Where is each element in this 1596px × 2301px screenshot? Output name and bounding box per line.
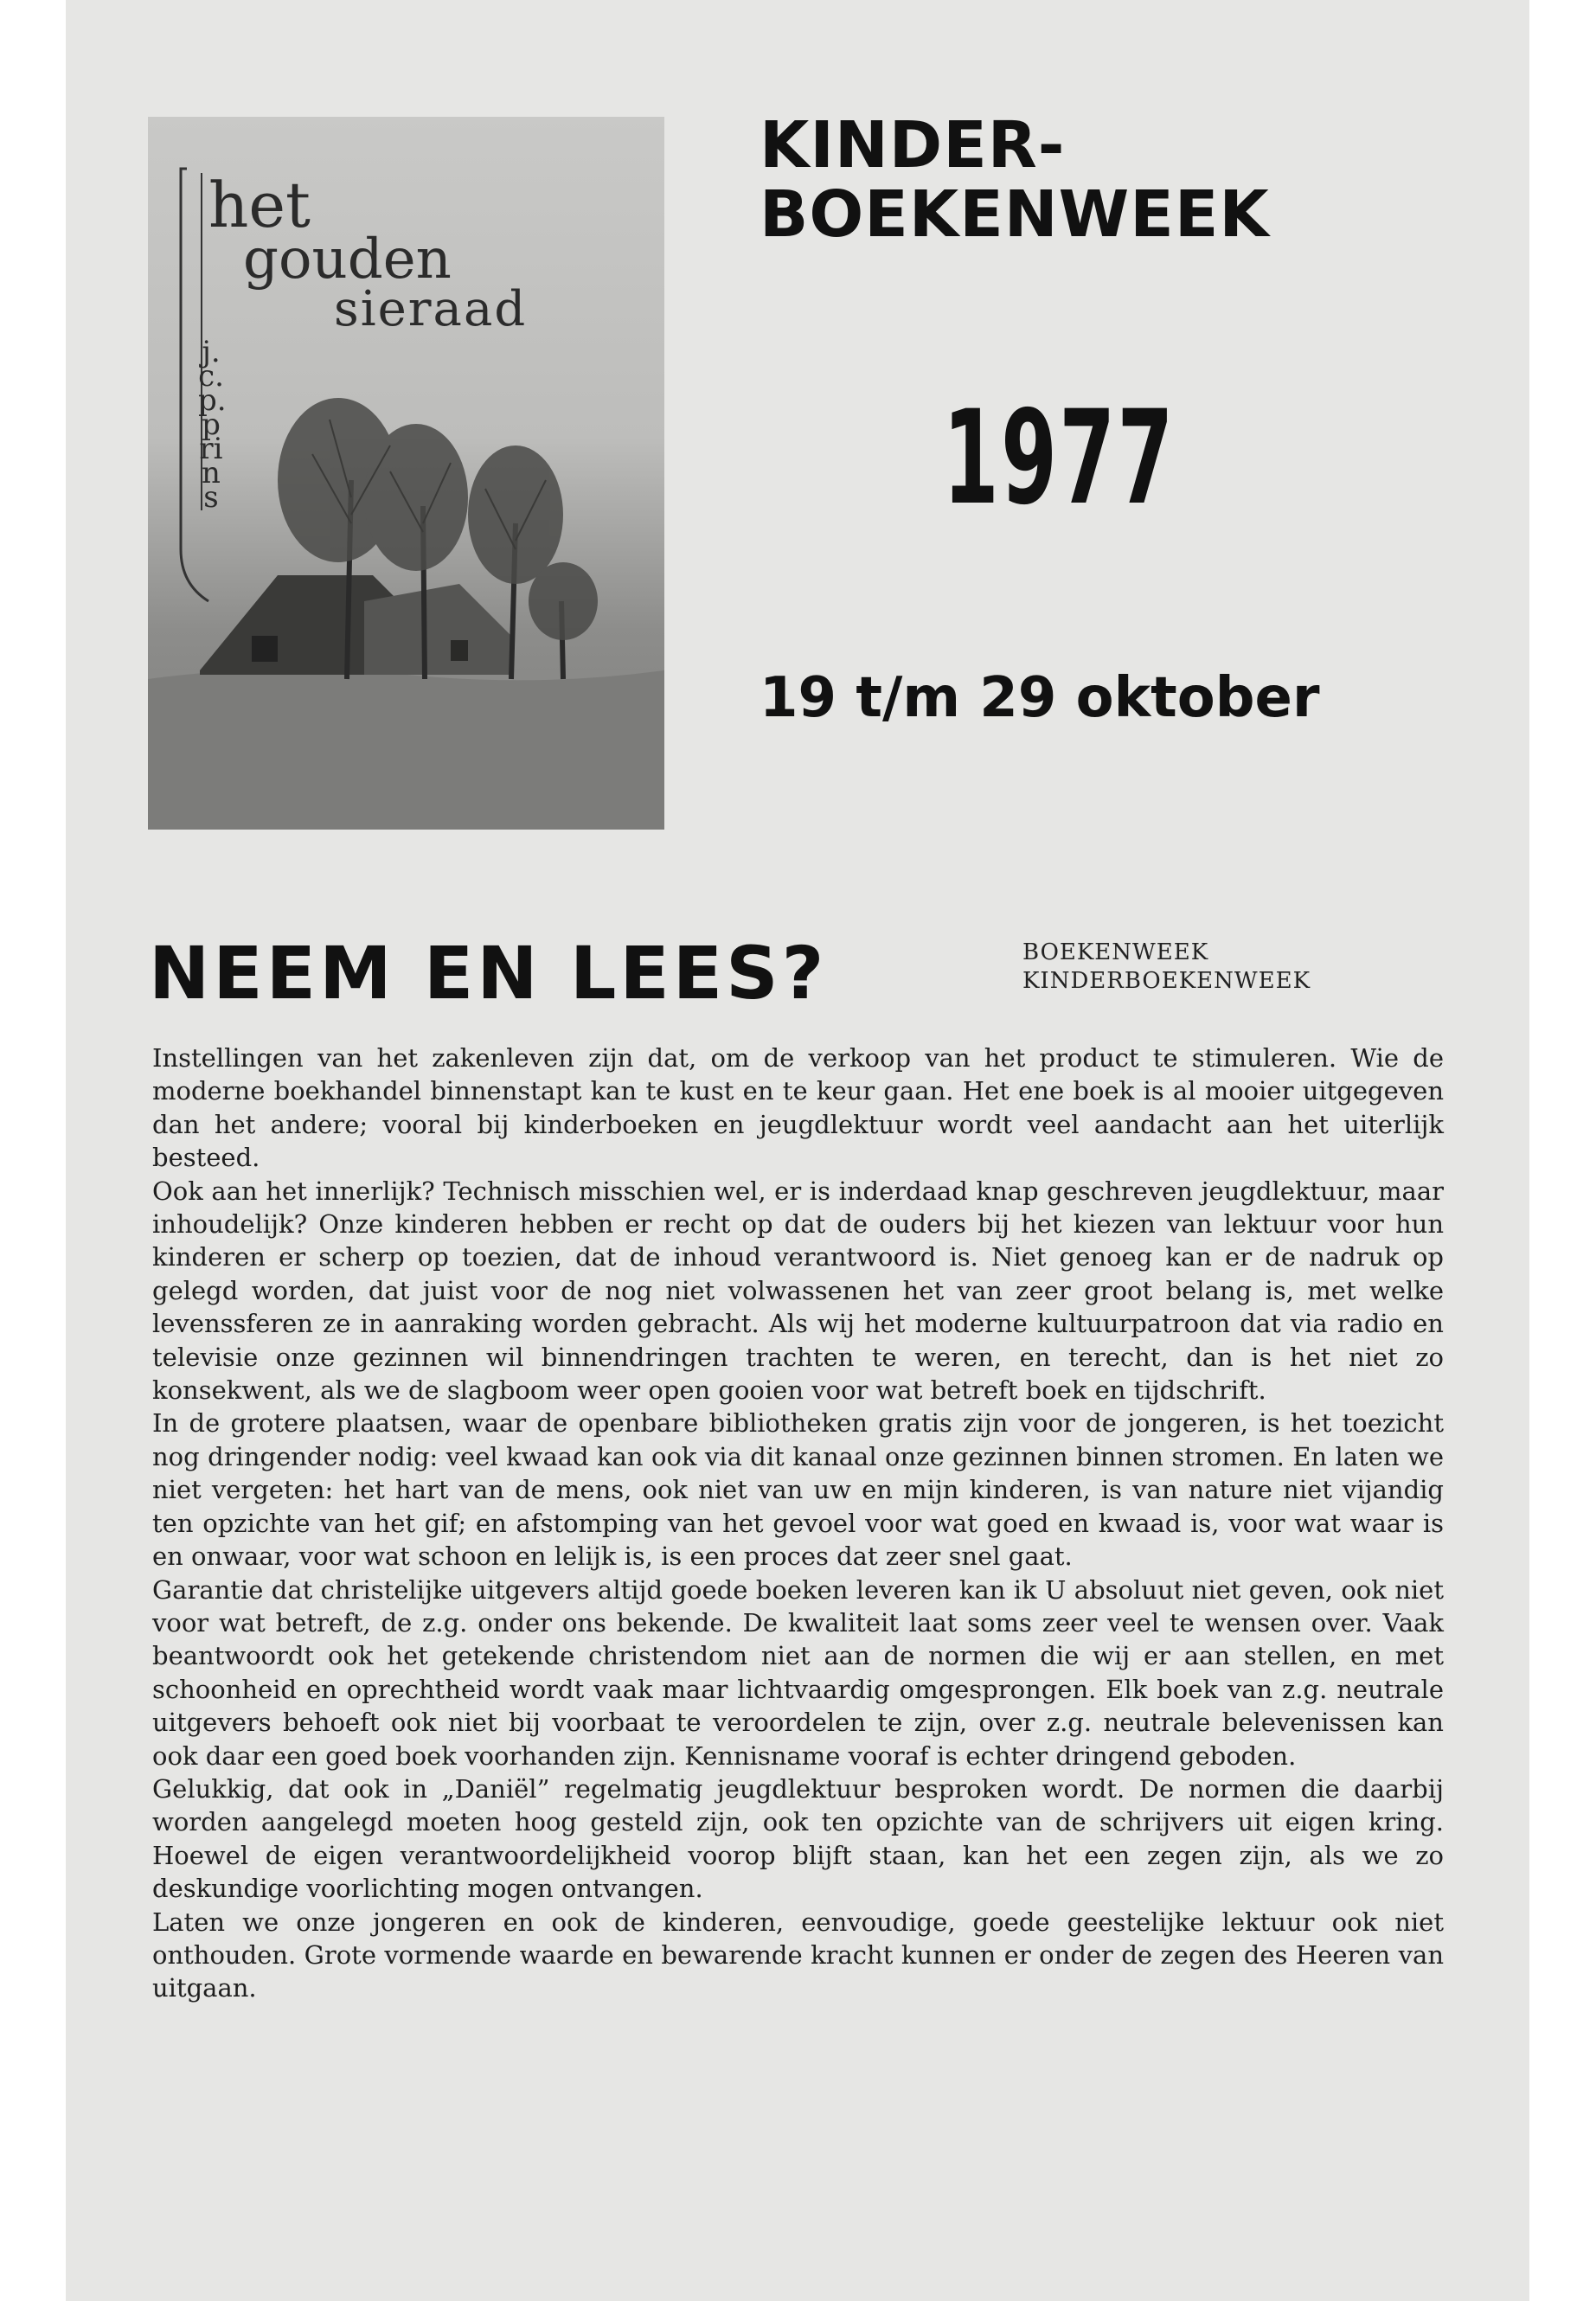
article-section-label: [1022, 939, 1311, 996]
section-label-line2: KINDERBOEKENWEEK: [1022, 968, 1311, 994]
magazine-page: [66, 0, 1529, 2301]
article-paragraph: Gelukkig, dat ook in „Daniël” regelmatig jeugdlektuur besproken wordt. De normen die daarbij worden aangelegd moeten hoog gesteld zijn, ook ten opzichte van de schrijvers uit eigen kring. Hoewel de eigen verantwoordelijkheid voorop blijft staan, kan het een zegen zijn, als we zo deskundige voorlichting mogen ontvangen.: [152, 1773, 1444, 1904]
article-paragraph: Laten we onze jongeren en ook de kinderen, eenvoudige, goede geestelijke lektuur ook niet onthouden. Grote vormende waarde en bewarende kracht kunnen er onder de zegen des Heeren van uitgaan.: [152, 1907, 1444, 2003]
article-paragraph: Instellingen van het zakenleven zijn dat, om de verkoop van het product te stimuleren. Wie de moderne boekhandel binnenstapt kan te kust en te keur gaan. Het ene boek is al mooier uitgegeven dan het andere; vooral bij kinderboeken en jeugdlektuur wordt veel aandacht aan het uiterlijk besteed.: [152, 1043, 1444, 1173]
event-heading-line2: BOEKENWEEK: [760, 177, 1270, 252]
book-cover-image: [148, 117, 664, 830]
section-label-line1: BOEKENWEEK: [1022, 939, 1209, 965]
article-paragraph: Ook aan het innerlijk? Technisch misschien wel, er is inderdaad knap geschreven jeugdlektuur, maar inhoudelijk? Onze kinderen hebben er recht op dat de ouders bij het kiezen van lektuur voor hun kinderen er scherp op toezien, dat de inhoud verantwoord is. Niet genoeg kan er de nadruk op gelegd worden, dat juist voor de nog niet volwassenen het van zeer groot belang is, met welke levenssferen ze in aanraking worden gebracht. Als wij het moderne kultuurpatroon dat via radio en televisie onze gezinnen wil binnendringen trachten te weren, en terecht, dan is het niet zo konsekwent, als we de slagboom weer open gooien voor wat betreft boek en tijdschrift.: [152, 1176, 1444, 1406]
event-heading: [760, 108, 1270, 252]
event-heading-line1: KINDER-: [760, 108, 1066, 183]
cover-title-line1: het: [208, 169, 311, 241]
article-body: [152, 1042, 1444, 2005]
event-year: 1977: [943, 383, 1176, 534]
article-paragraph: Garantie dat christelijke uitgevers altijd goede boeken leveren kan ik U absoluut niet geven, ook niet voor wat betreft, de z.g. onder ons bekende. De kwaliteit laat soms zeer veel te wensen over. Vaak beantwoordt ook het getekende christendom niet aan de normen die wij er aan stellen, en met schoonheid en oprechtheid wordt vaak maar lichtvaardig omgesprongen. Elk boek van z.g. neutrale uitgevers behoeft ook niet bij voorbaat te veroordelen te zijn, over z.g. neutrale belevenissen kan ook daar een goed boek voorhanden zijn. Kennisname vooraf is echter dringend geboden.: [152, 1574, 1444, 1771]
article-paragraph: In de grotere plaatsen, waar de openbare bibliotheken gratis zijn voor de jongeren, is het toezicht nog dringender nodig: veel kwaad kan ook via dit kanaal onze gezinnen binnen stromen. En laten we niet vergeten: het hart van de mens, ook niet van uw en mijn kinderen, is van nature niet vijandig ten opzichte van het gif; en afstomping van het gevoel voor wat goed en kwaad is, voor wat waar is en onwaar, voor wat schoon en lelijk is, is een proces dat zeer snel gaat.: [152, 1408, 1444, 1572]
event-dates: 19 t/m 29 oktober: [760, 666, 1320, 730]
article-title: NEEM EN LEES?: [149, 931, 828, 1016]
cover-title-line2: gouden: [243, 228, 452, 292]
cover-title-line3: sieraad: [334, 281, 528, 337]
cover-author: j.c.p.prins: [198, 335, 227, 515]
